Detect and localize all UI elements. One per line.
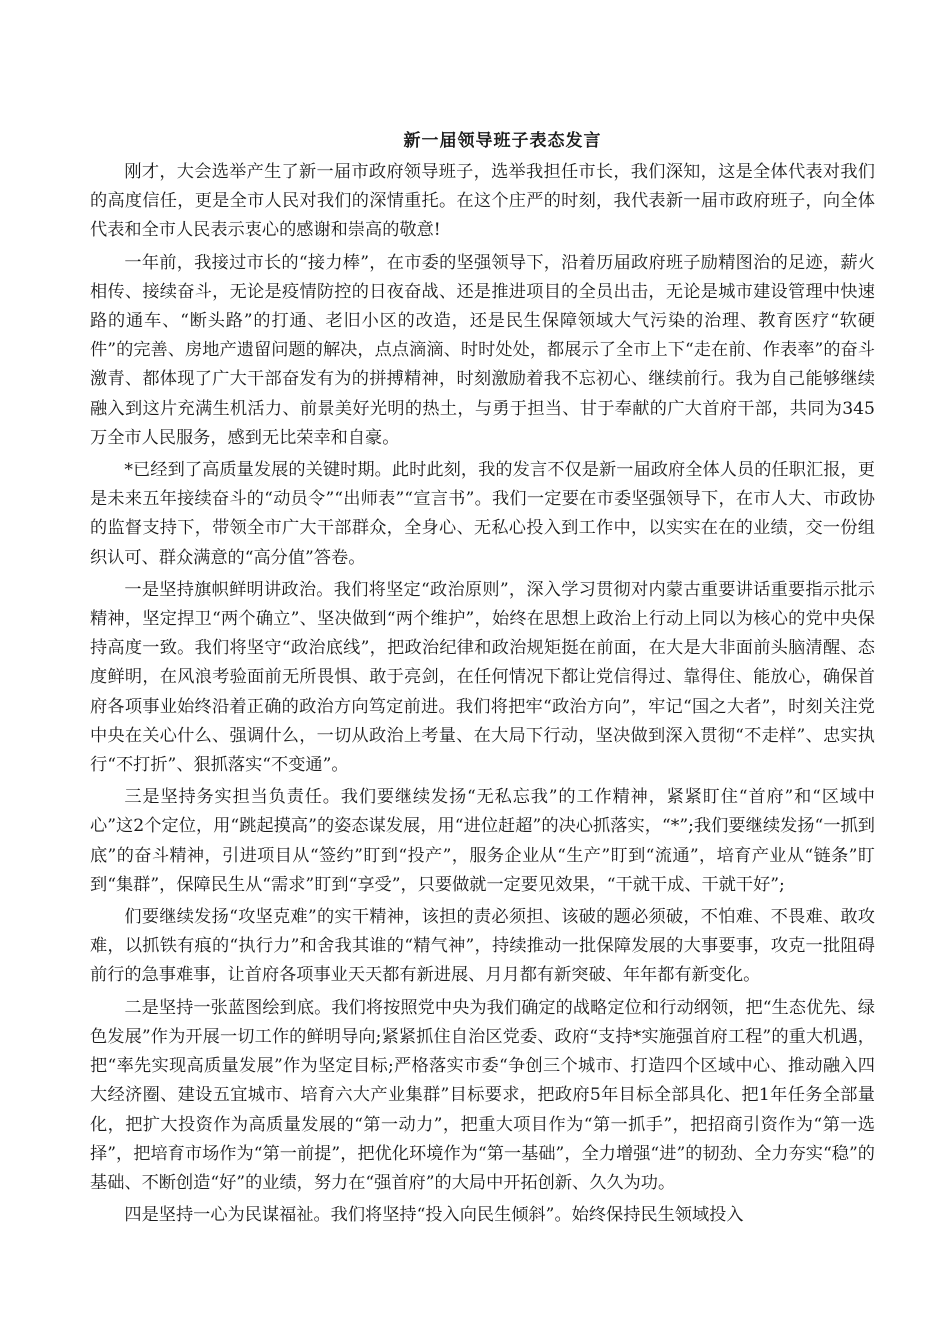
paragraph-point-responsibility-cont: 们要继续发扬“攻坚克难”的实干精神，该担的责必须担、该破的题必须破，不怕难、不畏难、敢攻难，以抓铁有痕的“执行力”和舍我其谁的“精气神”，持续推动一批保障发展的大事要事，攻克一批阻碍前行的急事难事，让首府各项事业天天都有新进展、月月都有新突破、年年都有新变化。 [90, 907, 875, 986]
document-body [90, 124, 875, 1233]
paragraph-review: 一年前，我接过市长的“接力棒”，在市委的坚强领导下，沿着历届政府班子励精图治的足迹，薪火相传、接续奋斗，无论是疫情防控的日夜奋战、还是推进项目的全员出击，无论是城市建设管理中快速路的通车、“断头路”的打通、老旧小区的改造，还是民生保障领域大气污染的治理、教育医疗“软硬件”的完善、房地产遗留问题的解决，点点滴滴、时时处处，都展示了全市上下“走在前、作表率”的奋斗激青、都体现了广大干部奋发有为的拼搏精神，时刻激励着我不忘初心、继续前行。我为自己能够继续融入到这片充满生机活力、前景美好光明的热土，与勇于担当、甘于奉献的广大首府干部，共同为345万全市人民服务，感到无比荣幸和自豪。 [90, 252, 875, 448]
paragraph-opening: 刚才，大会选举产生了新一届市政府领导班子，选举我担任市长，我们深知，这是全体代表对我们的高度信任，更是全市人民对我们的深情重托。在这个庄严的时刻，我代表新一届市政府班子，向全体代表和全市人民表示衷心的感谢和崇高的敬意! [90, 162, 875, 241]
paragraph-point-politics: 一是坚持旗帜鲜明讲政治。我们将坚定“政治原则”，深入学习贯彻对内蒙古重要讲话重要指示批示精神，坚定捍卫“两个确立”、坚决做到“两个维护”，始终在思想上政治上行动上同以为核心的党中央保持高度一致。我们将坚守“政治底线”，把政治纪律和政治规矩挺在前面，在大是大非面前头脑清醒、态度鲜明，在风浪考验面前无所畏惧、敢于亮剑，在任何情况下都让党信得过、靠得住、能放心，确保首府各项事业始终沿着正确的政治方向笃定前进。我们将把牢“政治方向”，牢记“国之大者”，时刻关注党中央在关心什么、强调什么，一切从政治上考量、在大局下行动，坚决做到深入贯彻“不走样”、忠实执行“不打折”、狠抓落实“不变通”。 [90, 579, 875, 776]
paragraph-point-blueprint: 二是坚持一张蓝图绘到底。我们将按照党中央为我们确定的战略定位和行动纲领，把“生态优先、绿色发展”作为开展一切工作的鲜明导向;紧紧抓住自治区党委、政府“支持*实施强首府工程”的重大机遇，把“率先实现高质量发展”作为坚定目标;严格落实市委“争创三个城市、打造四个区域中心、推动融入四大经济圈、建设五宜城市、培育六大产业集群”目标要求，把政府5年目标全部具化、把1年任务全部量化，把扩大投资作为高质量发展的“第一动力”，把重大项目作为“第一抓手”，把招商引资作为“第一选择”，把培育市场作为“第一前提”，把优化环境作为“第一基础”，全力增强“进”的韧劲、全力夯实“稳”的基础、不断创造“好”的业绩，努力在“强首府”的大局中开拓创新、久久为功。 [90, 997, 875, 1193]
paragraph-point-responsibility: 三是坚持务实担当负责任。我们要继续发扬“无私忘我”的工作精神，紧紧盯住“首府”和“区域中心”这2个定位，用“跳起摸高”的姿态谋发展，用“进位赶超”的决心抓落实，“*”;我们要继续发扬“一抓到底”的奋斗精神，引进项目从“签约”盯到“投产”，服务企业从“生产”盯到“流通”，培育产业从“链条”盯到“集群”，保障民生从“需求”盯到“享受”，只要做就一定要见效果，“干就干成、干就干好”; [90, 787, 875, 895]
paragraph-point-welfare: 四是坚持一心为民谋福祉。我们将坚持“投入向民生倾斜”。始终保持民生领域投入 [124, 1205, 744, 1226]
document-title: 新一届领导班子表态发言 [403, 131, 602, 151]
paragraph-commitment: *已经到了高质量发展的关键时期。此时此刻，我的发言不仅是新一届政府全体人员的任职汇报，更是未来五年接续奋斗的“动员令”“出师表”“宣言书”。我们一定要在市委坚强领导下，在市人大、市政协的监督支持下，带领全市广大干部群众，全身心、无私心投入到工作中，以实实在在的业绩，交一份组织认可、群众满意的“高分值”答卷。 [90, 460, 875, 568]
